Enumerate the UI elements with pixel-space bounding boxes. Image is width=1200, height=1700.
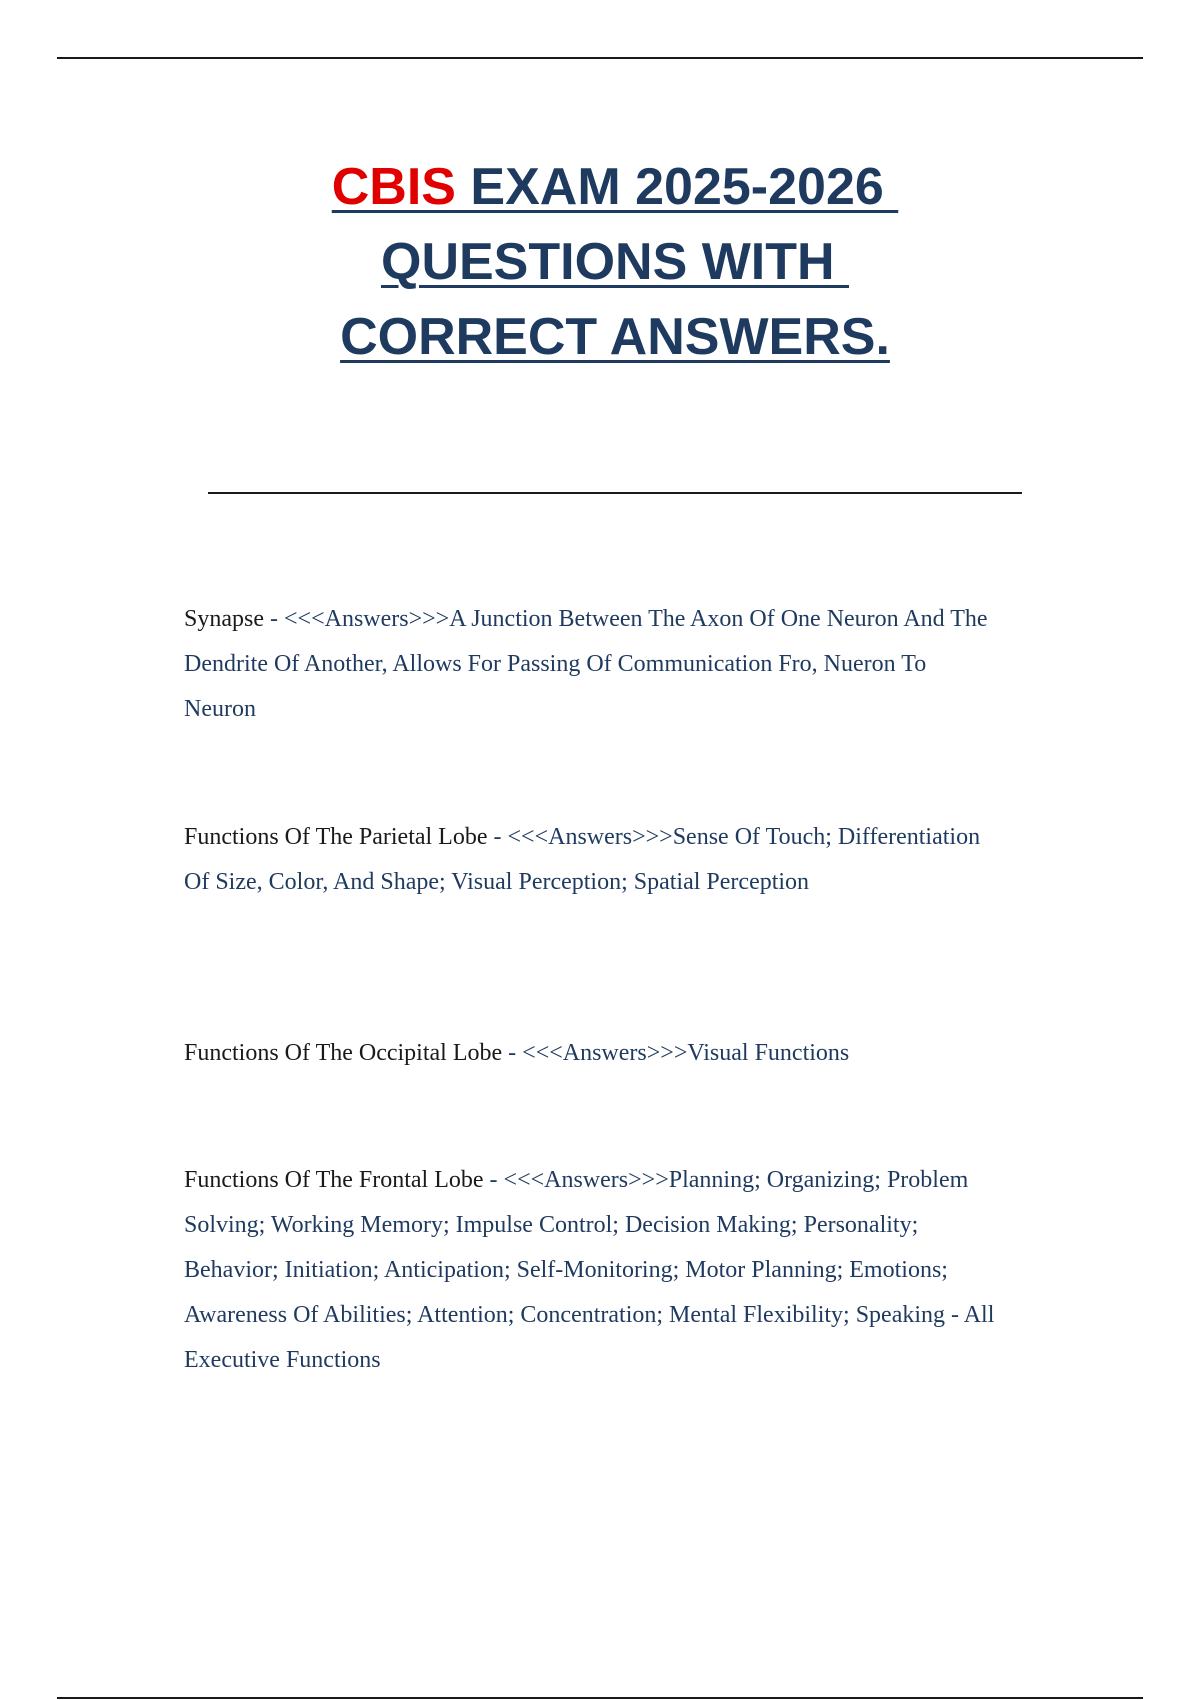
qa-answer-marker: <<<Answers>>> xyxy=(507,824,673,850)
qa-term: Functions Of The Frontal Lobe xyxy=(184,1167,484,1193)
qa-term: Functions Of The Occipital Lobe xyxy=(184,1040,503,1066)
qa-separator: - xyxy=(483,1167,504,1193)
qa-entry-parietal-lobe xyxy=(184,815,1004,905)
title-line-3: CORRECT ANSWERS. xyxy=(340,308,890,366)
qa-answer: Planning; Organizing; Problem Solving; Working Memory; Impulse Control; Decision Making; Personality; Behavior; Initiation; Anticipation; Self-Monitoring; Motor Planning; Emotions; Awareness Of Abilities; Attention; Concentration; Mental Flexibility; Speaking - All Executive Functions xyxy=(184,1167,995,1373)
qa-entry-frontal-lobe xyxy=(184,1158,1004,1383)
title-brand: CBIS xyxy=(331,158,456,216)
qa-entry-synapse xyxy=(184,597,1004,732)
title-line-1 xyxy=(332,150,899,225)
qa-entry-occipital-lobe xyxy=(184,1031,1004,1076)
qa-separator: - xyxy=(487,824,508,850)
qa-separator: - xyxy=(502,1040,523,1066)
qa-answer-marker: <<<Answers>>> xyxy=(503,1167,669,1193)
qa-separator: - xyxy=(264,606,284,632)
document-title xyxy=(0,150,1200,375)
qa-answer: Visual Functions xyxy=(687,1040,850,1066)
page-top-rule xyxy=(57,57,1143,59)
title-line-2: QUESTIONS WITH xyxy=(381,233,849,291)
qa-answer: Sense Of Touch; Differentiation Of Size, Color, And Shape; Visual Perception; Spatial Perception xyxy=(184,824,981,895)
page-bottom-rule xyxy=(57,1697,1143,1699)
qa-answer-marker: <<<Answers>>> xyxy=(522,1040,688,1066)
qa-term: Functions Of The Parietal Lobe xyxy=(184,824,488,850)
title-divider xyxy=(208,492,1022,494)
title-line-1-rest: EXAM 2025-2026 xyxy=(455,158,899,216)
qa-term: Synapse xyxy=(184,606,264,632)
qa-answer-marker: <<<Answers>>> xyxy=(284,606,450,632)
qa-answer: A Junction Between The Axon Of One Neuron And The Dendrite Of Another, Allows For Passing Of Communication Fro, Nueron To Neuron xyxy=(184,606,988,722)
